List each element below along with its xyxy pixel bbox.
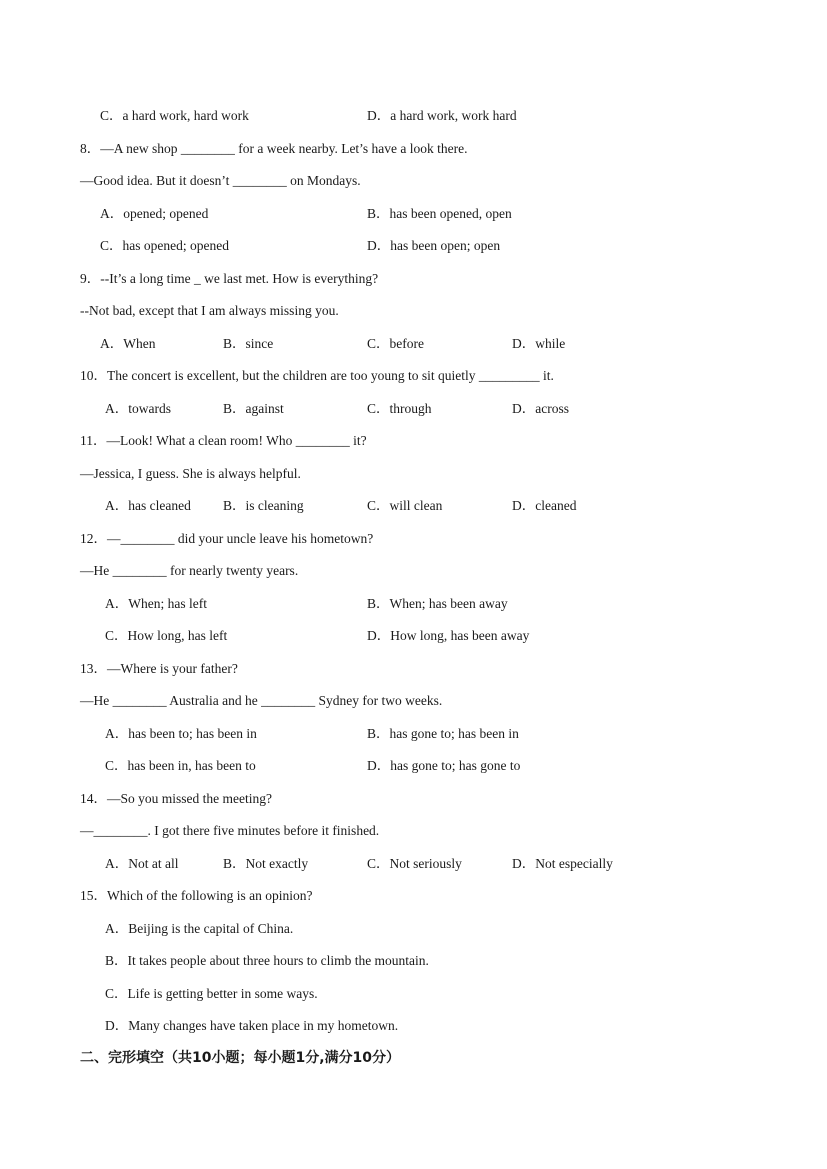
q13-option-a: A．has been to; has been in [105, 726, 257, 741]
q8-option-d: D．has been open; open [367, 238, 501, 253]
q15-option-c: C．Life is getting better in some ways. [105, 986, 318, 1001]
q11-reply: —Jessica, I guess. She is always helpful. [80, 466, 301, 481]
q13-option-c: C．has been in, has been to [105, 758, 256, 773]
q12-option-c: C．How long, has left [105, 628, 228, 643]
q10-option-d: D．across [512, 401, 569, 416]
section-heading-cloze: 二、完形填空（共10小题；每小题1分,满分10分） [80, 1050, 401, 1066]
q7-option-d: D．a hard work, work hard [367, 108, 517, 123]
q9-option-b: B．since [223, 336, 274, 351]
q13-option-b: B．has gone to; has been in [367, 726, 519, 741]
q14-stem: 14．—So you missed the meeting? [80, 791, 272, 806]
q14-option-a: A．Not at all [105, 856, 179, 871]
q11-option-d: D．cleaned [512, 498, 577, 513]
q11-stem: 11．—Look! What a clean room! Who ________ it? [80, 433, 367, 448]
q15-option-b: B．It takes people about three hours to climb the mountain. [105, 953, 429, 968]
q12-stem: 12．—________ did your uncle leave his hometown? [80, 531, 374, 546]
q10-stem: 10．The concert is excellent, but the children are too young to sit quietly _________ it. [80, 368, 554, 383]
q14-option-b: B．Not exactly [223, 856, 309, 871]
q8-stem: 8．—A new shop ________ for a week nearby. Let’s have a look there. [80, 141, 468, 156]
q8-reply: —Good idea. But it doesn’t ________ on Mondays. [80, 173, 361, 188]
q9-option-d: D．while [512, 336, 566, 351]
q8-option-c: C．has opened; opened [100, 238, 229, 253]
q11-option-b: B．is cleaning [223, 498, 304, 513]
q12-reply: —He ________ for nearly twenty years. [80, 563, 299, 578]
q7-option-c: C．a hard work, hard work [100, 108, 249, 123]
q12-option-b: B．When; has been away [367, 596, 508, 611]
q15-stem: 15．Which of the following is an opinion? [80, 888, 313, 903]
q8-option-b: B．has been opened, open [367, 206, 512, 221]
q9-option-a: A．When [100, 336, 156, 351]
q10-option-a: A．towards [105, 401, 171, 416]
q15-option-a: A．Beijing is the capital of China. [105, 921, 294, 936]
q10-option-b: B．against [223, 401, 284, 416]
q13-reply: —He ________ Australia and he ________ Sydney for two weeks. [80, 693, 443, 708]
q14-option-d: D．Not especially [512, 856, 613, 871]
q11-option-c: C．will clean [367, 498, 443, 513]
q12-option-a: A．When; has left [105, 596, 207, 611]
q11-option-a: A．has cleaned [105, 498, 191, 513]
q14-option-c: C．Not seriously [367, 856, 462, 871]
q13-option-d: D．has gone to; has gone to [367, 758, 521, 773]
q12-option-d: D．How long, has been away [367, 628, 530, 643]
q8-option-a: A．opened; opened [100, 206, 209, 221]
q9-stem: 9．--It’s a long time _ we last met. How is everything? [80, 271, 379, 286]
q15-option-d: D．Many changes have taken place in my hometown. [105, 1018, 399, 1033]
q10-option-c: C．through [367, 401, 432, 416]
q9-reply: --Not bad, except that I am always missing you. [80, 303, 339, 318]
q13-stem: 13．—Where is your father? [80, 661, 238, 676]
q14-reply: —________. I got there five minutes before it finished. [80, 823, 380, 838]
q9-option-c: C．before [367, 336, 424, 351]
